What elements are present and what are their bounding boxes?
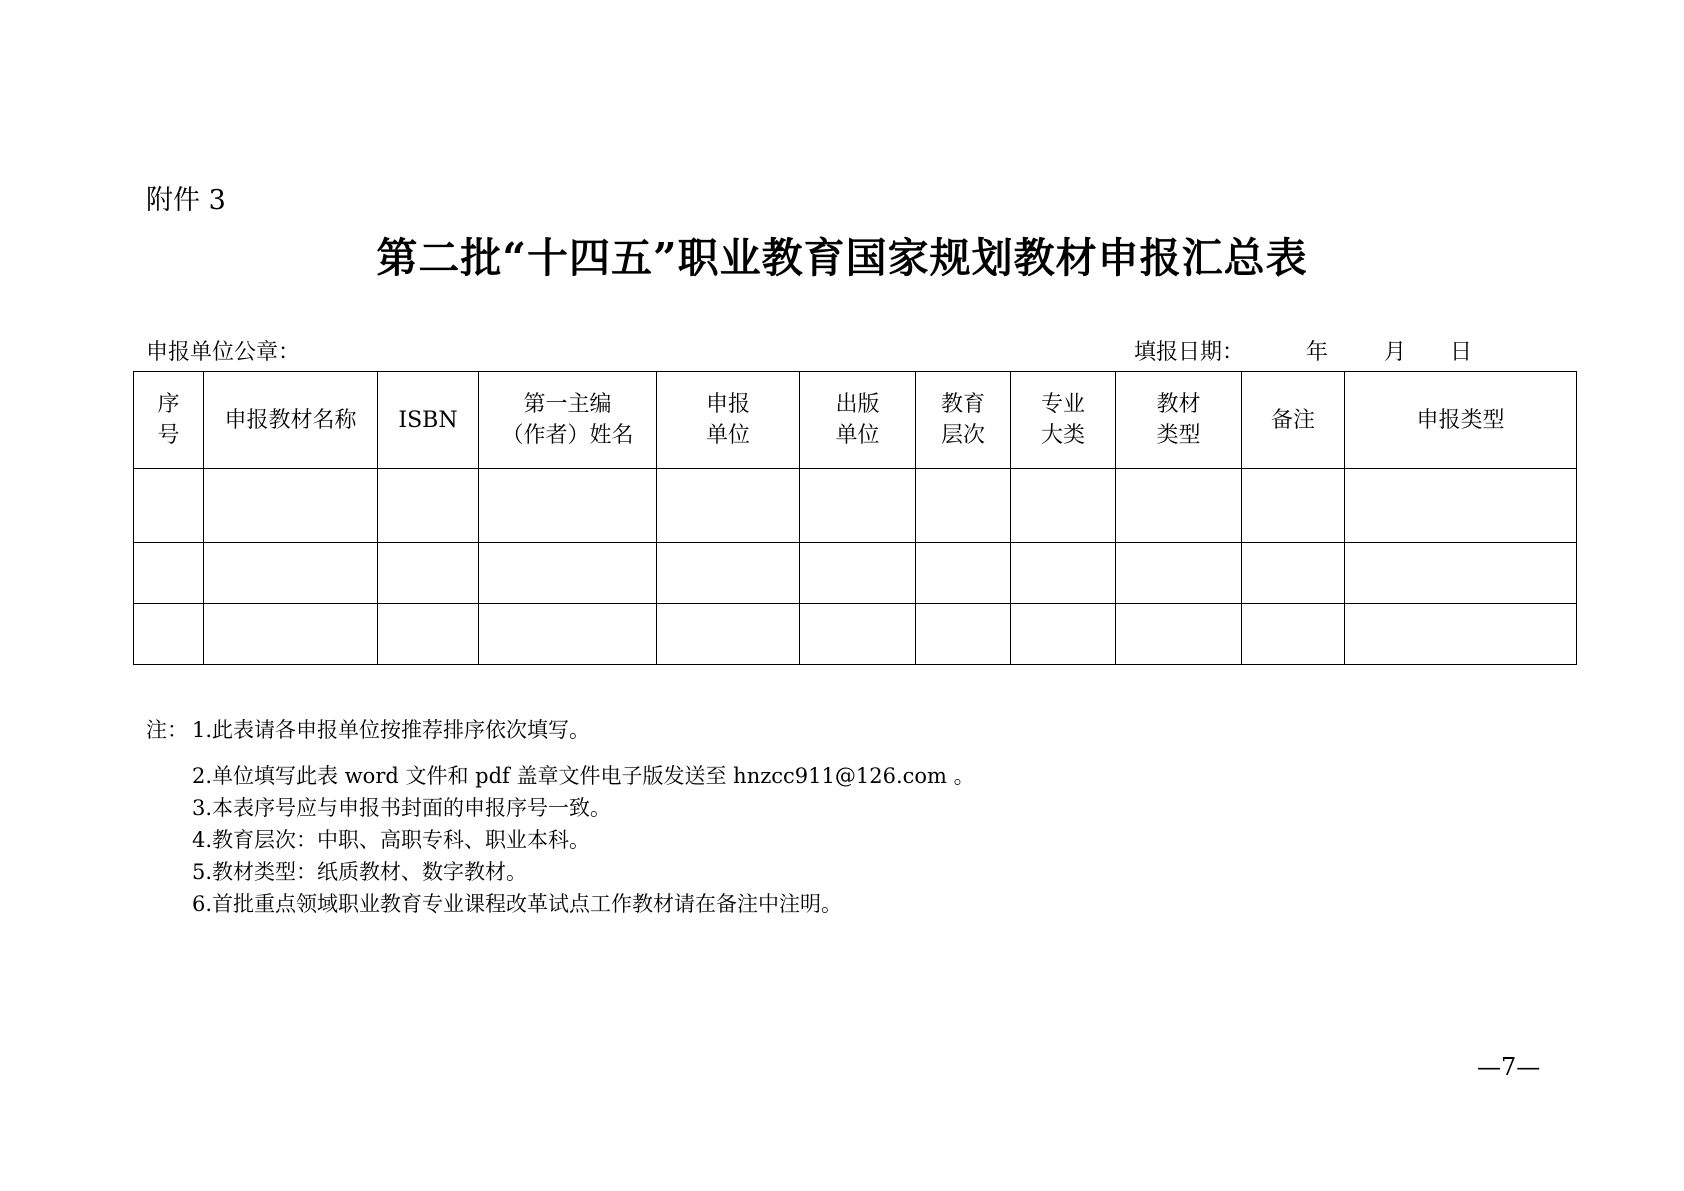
note-item: 4.教育层次：中职、高职专科、职业本科。 [192,828,591,852]
header-remarks [1242,372,1345,469]
header-applicant-unit [657,372,800,469]
header-major-category [1011,372,1116,469]
header-line: 单位 [705,423,750,448]
page-number: —7— [1477,1053,1541,1081]
header-line: （作者）姓名 [501,423,634,448]
header-line: 申报类型 [1416,407,1505,433]
header-row [134,372,1577,469]
date-label: 填报日期： [1134,340,1245,365]
table-cell [657,469,800,543]
table-cell [378,604,479,665]
table-cell [378,469,479,543]
note-item: 3.本表序号应与申报书封面的申报序号一致。 [192,796,612,820]
table-cell [800,604,916,665]
header-line: ISBN [398,407,458,433]
seal-label: 申报单位公章： [146,340,301,365]
table-cell [1011,604,1116,665]
attachment-label: 附件 3 [146,185,226,216]
month-label: 月 [1384,340,1407,365]
table-cell [479,604,657,665]
header-line: 备注 [1270,407,1315,433]
table-cell [916,543,1011,604]
header-line: 层次 [940,423,985,448]
table-row [134,543,1577,604]
header-isbn [378,372,479,469]
table-cell [1242,469,1345,543]
table-cell [1116,543,1242,604]
table-cell [134,604,204,665]
header-line: 申报教材名称 [224,407,357,433]
table-row [134,469,1577,543]
table-cell [204,604,378,665]
header-textbook-name [204,372,378,469]
header-line: 大类 [1040,423,1085,448]
table-cell [1116,469,1242,543]
table-cell [204,469,378,543]
table-cell [204,543,378,604]
header-line: 第一主编 [523,392,612,417]
note-item: 5.教材类型：纸质教材、数字教材。 [192,860,528,884]
header-line: 申报 [705,392,750,417]
header-line: 教材 [1156,392,1201,417]
table-cell [1242,604,1345,665]
header-textbook-type [1116,372,1242,469]
table-cell [1242,543,1345,604]
fill-date [1134,339,1472,367]
year-label: 年 [1306,340,1329,365]
table-cell [800,469,916,543]
table-cell [800,543,916,604]
table-cell [479,543,657,604]
note-item: 1.此表请各申报单位按推荐排序依次填写。 [192,718,591,742]
summary-table [133,371,1577,665]
header-publisher [800,372,916,469]
table-cell [657,543,800,604]
table-cell [916,469,1011,543]
note-item: 2.单位填写此表 word 文件和 pdf 盖章文件电子版发送至 hnzcc911@126.com 。 [192,764,975,788]
table-cell [378,543,479,604]
day-label: 日 [1450,340,1473,365]
table-row [134,604,1577,665]
table-cell [1345,604,1577,665]
header-line: 出版 [835,392,880,417]
header-chief-editor [479,372,657,469]
table-cell [134,469,204,543]
table-cell [479,469,657,543]
table-cell [916,604,1011,665]
table-cell [1345,469,1577,543]
table-cell [657,604,800,665]
header-serial-number [134,372,204,469]
header-education-level [916,372,1011,469]
header-line: 教育 [940,392,985,417]
header-application-type [1345,372,1577,469]
table-cell [1345,543,1577,604]
note-item: 6.首批重点领域职业教育专业课程改革试点工作教材请在备注中注明。 [192,892,843,916]
header-line: 号 [157,423,180,448]
document-title: 第二批“十四五”职业教育国家规划教材申报汇总表 [376,234,1308,282]
header-line: 类型 [1156,423,1201,448]
header-line: 专业 [1040,392,1085,417]
table-cell [1011,543,1116,604]
header-line: 序 [157,392,180,417]
notes-prefix: 注： [146,718,188,742]
table-cell [1116,604,1242,665]
header-line: 单位 [835,423,880,448]
table-cell [1011,469,1116,543]
table-cell [134,543,204,604]
